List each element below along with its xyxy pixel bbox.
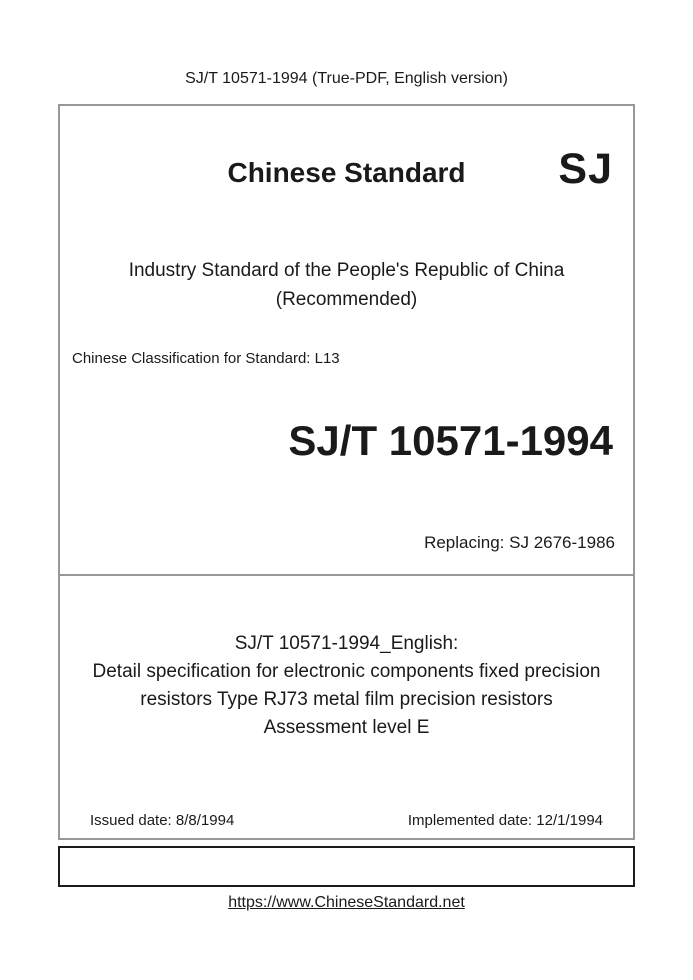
replacing-note: Replacing: SJ 2676-1986 (424, 533, 615, 552)
dates-row (90, 810, 603, 831)
footer-link-row (0, 891, 693, 915)
english-title-block (60, 630, 633, 742)
issued-date: Issued date: 8/8/1994 (90, 812, 235, 829)
website-link[interactable]: https://www.ChineseStandard.net (228, 894, 465, 911)
org-line: Industry Standard of the People's Republic of China (128, 260, 565, 281)
classification-line: Chinese Classification for Standard: L13 (72, 350, 340, 367)
english-title-line: Assessment level E (263, 717, 430, 738)
footer-box (58, 846, 635, 887)
english-title-line: Detail specification for electronic components fixed precision (92, 661, 601, 682)
recommended-line: (Recommended) (275, 289, 418, 310)
english-title-line: resistors Type RJ73 metal film precision resistors (140, 689, 553, 710)
cover-title: Chinese Standard (227, 157, 466, 188)
cover-box (58, 104, 635, 840)
section-divider (60, 574, 633, 576)
document-header: SJ/T 10571-1994 (True-PDF, English version) (185, 70, 508, 87)
sj-logo: SJ (558, 145, 613, 193)
implemented-date: Implemented date: 12/1/1994 (407, 812, 603, 829)
standard-number: SJ/T 10571-1994 (288, 417, 613, 464)
english-title-line: SJ/T 10571-1994_English: (234, 633, 459, 654)
org-block (60, 256, 633, 314)
